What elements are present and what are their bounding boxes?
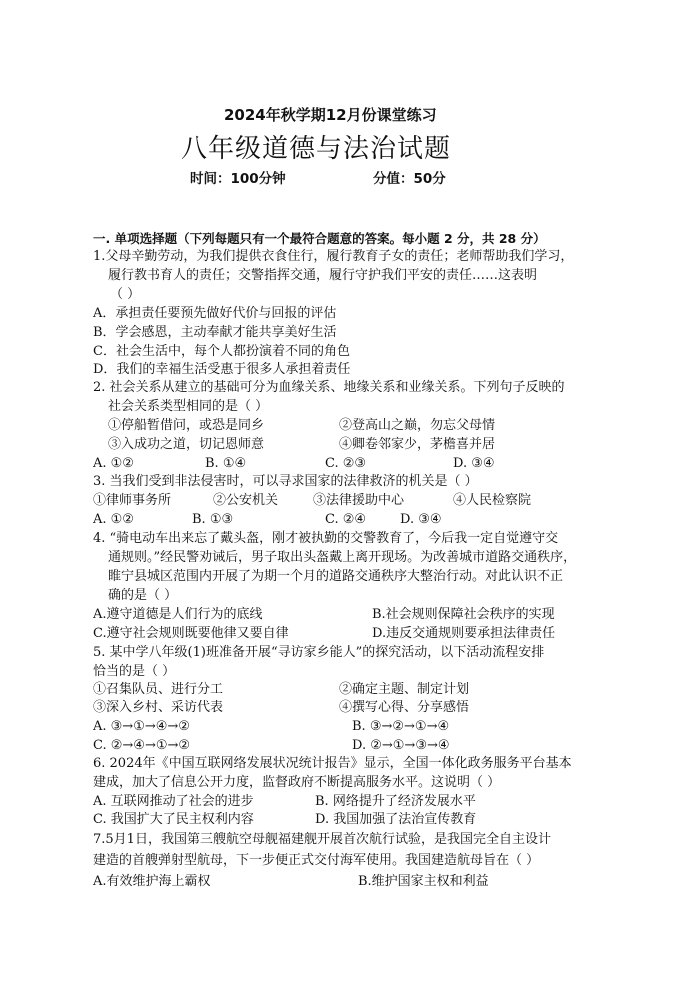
q2-option-b: B. ①④: [205, 456, 247, 471]
q3-option-b: B. ①③: [192, 512, 234, 527]
q5-item-4: ④撰写心得、分享感悟: [339, 700, 470, 715]
q1-blank: （ ）: [110, 287, 141, 302]
q5-item-1: ①召集队员、进行分工: [93, 682, 224, 697]
q6-option-d: D. 我国加强了法治宣传教育: [315, 812, 477, 827]
q3-option-d: D. ③④: [400, 512, 442, 527]
q2-option-d: D. ③④: [453, 456, 495, 471]
q5-stem-line1: 5. 某中学八年级(1)班准备开展“寻访家乡能人”的探究活动，以下活动流程安排: [93, 645, 545, 660]
q4-stem-line2: 通规则。”经民警劝诫后，男子取出头盔戴上离开现场。为改善城市道路交通秩序，: [108, 550, 577, 565]
q6-stem-line1: 6. 2024年《中国互联网络发展状况统计报告》显示，全国一体化政务服务平台基本: [93, 756, 572, 771]
exam-subject-title: 八年级道德与法治试题: [181, 134, 452, 164]
q5-option-a: A. ③→①→④→②: [93, 719, 190, 734]
q3-item-4: ④人民检察院: [453, 493, 532, 508]
q2-item-1: ①停船暂借问，或恐是同乡: [108, 418, 265, 433]
q1-stem-line2: 履行教书育人的责任；交警指挥交通，履行守护我们平安的责任……这表明: [108, 268, 538, 283]
exam-term-title: 2024年秋学期12月份课堂练习: [224, 106, 437, 124]
q5-stem-line2: 恰当的是（ ）: [93, 664, 176, 679]
q5-item-3: ③深入乡村、采访代表: [93, 700, 224, 715]
q7-stem-line2: 建造的首艘弹射型航母，下一步便正式交付海军使用。我国建造航母旨在（ ）: [93, 853, 540, 868]
q4-option-d: D.违反交通规则要承担法律责任: [372, 626, 556, 641]
q2-item-2: ②登高山之巅，勿忘父母情: [339, 418, 496, 433]
q2-stem-line2: 社会关系类型相同的是（ ）: [108, 399, 269, 414]
q2-option-a: A. ①②: [93, 456, 134, 471]
exam-score: 分值：50分: [373, 171, 446, 187]
q7-option-a: A.有效维护海上霸权: [93, 874, 211, 889]
q4-option-c: C.遵守社会规则既要他律又要自律: [93, 626, 289, 641]
q4-option-a: A.遵守道德是人们行为的底线: [93, 607, 263, 622]
q1-option-a: A．承担责任要预先做好代价与回报的评估: [93, 306, 337, 321]
q5-item-2: ②确定主题、制定计划: [339, 682, 470, 697]
q1-option-b: B．学会感恩，主动奉献才能共享美好生活: [93, 325, 337, 340]
q5-option-d: D. ②→①→③→④: [352, 738, 450, 753]
q2-item-3: ③入成功之道，切记恩师意: [108, 437, 265, 452]
q6-option-b: B. 网络提升了经济发展水平: [315, 794, 476, 809]
q2-item-4: ④卿卷邻家少，茅檐喜并居: [339, 437, 496, 452]
q3-item-3: ③法律援助中心: [313, 493, 405, 508]
section-heading: 一. 单项选择题（下列每题只有一个最符合题意的答案。每小题 2 分，共 28 分）: [93, 231, 546, 246]
q3-option-a: A. ①②: [93, 512, 134, 527]
q6-stem-line2: 建成，加大了信息公开力度，监督政府不断提高服务水平。这说明（ ）: [93, 775, 501, 790]
q5-option-c: C. ②→④→①→②: [93, 738, 191, 753]
q1-option-d: D．我们的幸福生活受惠于很多人承担着责任: [93, 362, 351, 377]
q1-stem-line1: 1.父母辛勤劳动，为我们提供衣食住行，履行教育子女的责任；老师帮助我们学习，: [93, 249, 574, 264]
q2-option-c: C. ②③: [325, 456, 367, 471]
exam-time: 时间：100分钟: [190, 171, 286, 187]
q7-stem-line1: 7.5月1日，我国第三艘航空母舰福建舰开展首次航行试验，是我国完全自主设计: [93, 832, 551, 847]
q3-stem: 3. 当我们受到非法侵害时，可以寻求国家的法律救济的机关是（ ）: [93, 474, 478, 489]
q3-option-c: C. ②④: [325, 512, 367, 527]
q6-option-c: C. 我国扩大了民主权利内容: [93, 812, 254, 827]
q7-option-b: B.维护国家主权和利益: [358, 874, 489, 889]
q6-option-a: A. 互联网推动了社会的进步: [93, 794, 254, 809]
q1-option-c: C．社会生活中，每个人都扮演着不同的角色: [93, 344, 350, 359]
q3-item-1: ①律师事务所: [93, 493, 172, 508]
q4-stem-line1: 4. “骑电动车出来忘了戴头盔，刚才被执勤的交警教育了，今后我一定自觉遵守交: [93, 531, 559, 546]
q3-item-2: ②公安机关: [213, 493, 279, 508]
q4-option-b: B.社会规则保障社会秩序的实现: [372, 607, 555, 622]
q2-stem-line1: 2. 社会关系从建立的基础可分为血缘关系、地缘关系和业缘关系。下列句子反映的: [93, 380, 565, 395]
q5-option-b: B. ③→②→①→④: [352, 719, 450, 734]
q4-stem-line4: 确的是（ ）: [108, 588, 178, 603]
q4-stem-line3: 睢宁县城区范围内开展了为期一个月的道路交通秩序大整治行动。对此认识不正: [108, 569, 564, 584]
